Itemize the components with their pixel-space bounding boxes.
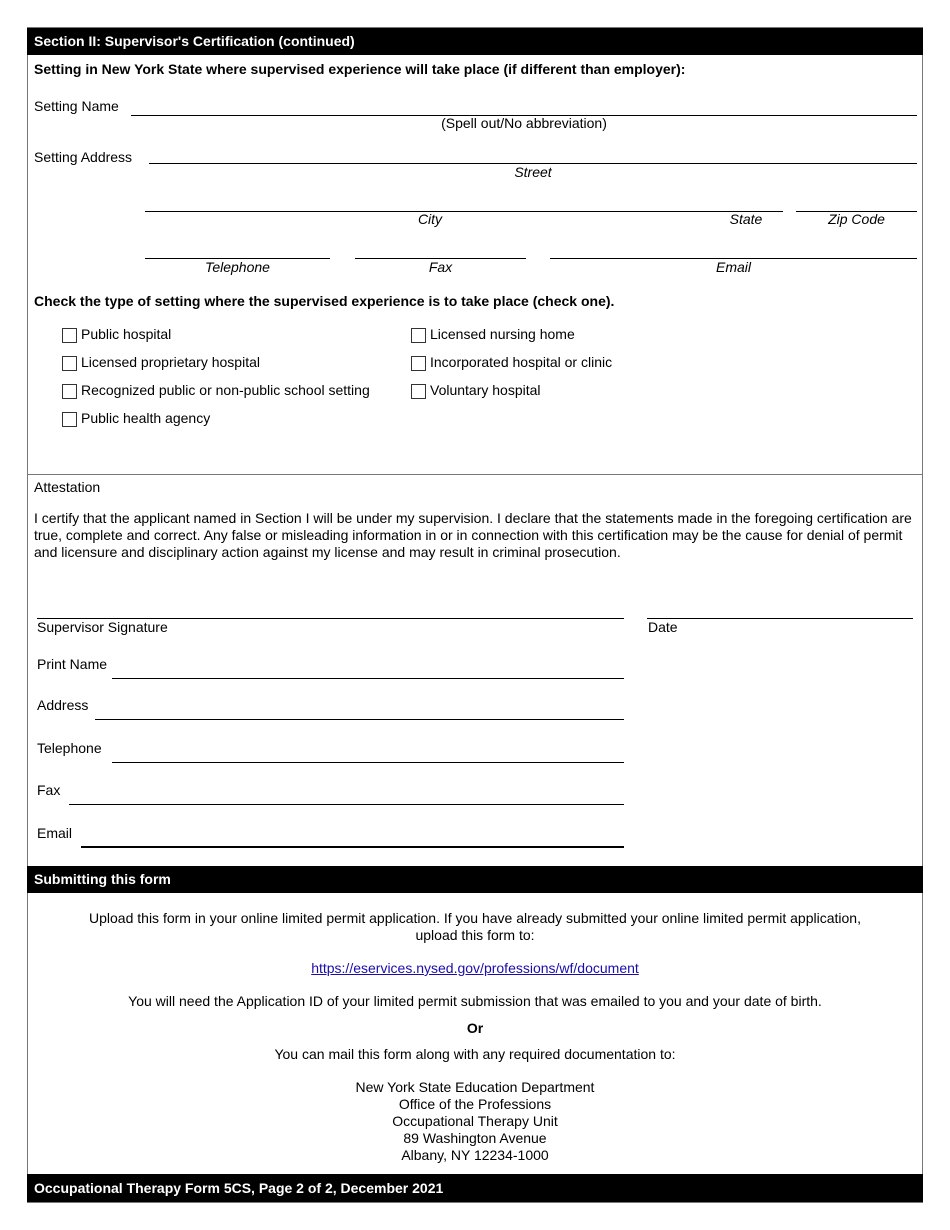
checkbox-school-setting[interactable] xyxy=(62,384,77,399)
print-name-label: Print Name xyxy=(37,656,108,672)
date-label: Date xyxy=(648,619,678,635)
mailing-address xyxy=(27,1079,923,1164)
supervisor-email-field[interactable] xyxy=(81,846,624,848)
mailing-address-line: Occupational Therapy Unit xyxy=(392,1113,558,1129)
mailing-address-line: 89 Washington Avenue xyxy=(403,1130,547,1146)
label-voluntary-hospital: Voluntary hospital xyxy=(430,382,541,398)
footer-bar xyxy=(27,1174,923,1202)
label-public-hospital: Public hospital xyxy=(81,326,172,342)
checkbox-voluntary-hospital[interactable] xyxy=(411,384,426,399)
mailing-address-line: New York State Education Department xyxy=(355,1079,595,1095)
date-field[interactable] xyxy=(647,618,913,619)
supervisor-telephone-field[interactable] xyxy=(112,762,624,763)
label-licensed-proprietary-hospital: Licensed proprietary hospital xyxy=(81,354,260,370)
city-caption: City xyxy=(417,211,443,227)
supervisor-signature-label: Supervisor Signature xyxy=(37,619,168,635)
mailing-address-line: Albany, NY 12234-1000 xyxy=(401,1147,549,1163)
checkbox-public-health-agency[interactable] xyxy=(62,412,77,427)
section-header xyxy=(27,28,923,55)
supervisor-telephone-label: Telephone xyxy=(37,740,102,756)
supervisor-fax-label: Fax xyxy=(37,782,61,798)
setting-address-label: Setting Address xyxy=(34,149,133,165)
address-field[interactable] xyxy=(95,719,624,720)
check-type-prompt: Check the type of setting where the supervised experience is to take place (check one). xyxy=(34,293,615,309)
section-divider xyxy=(27,474,923,475)
checkbox-licensed-nursing-home[interactable] xyxy=(411,328,426,343)
supervisor-email-label: Email xyxy=(37,825,73,841)
or-text: Or xyxy=(466,1020,484,1036)
submitting-header xyxy=(27,866,923,893)
application-id-text: You will need the Application ID of your limited permit submission that was emailed to you and your date of birth. xyxy=(128,993,822,1009)
label-public-health-agency: Public health agency xyxy=(81,410,211,426)
setting-name-label: Setting Name xyxy=(34,98,119,114)
label-licensed-nursing-home: Licensed nursing home xyxy=(430,326,575,342)
email-caption: Email xyxy=(715,259,751,275)
setting-intro: Setting in New York State where supervised experience will take place (if different than employer): xyxy=(34,61,686,77)
zip-code-caption: Zip Code xyxy=(828,211,885,227)
checkbox-licensed-proprietary-hospital[interactable] xyxy=(62,356,77,371)
setting-name-note: (Spell out/No abbreviation) xyxy=(441,115,607,131)
checkbox-incorporated-hospital[interactable] xyxy=(411,356,426,371)
submitting-header-text: Submitting this form xyxy=(34,871,171,887)
upload-url-link[interactable]: https://eservices.nysed.gov/professions/wf/document xyxy=(311,960,639,976)
section-header-text: Section II: Supervisor's Certification (continued) xyxy=(34,33,355,49)
attestation-text: I certify that the applicant named in Section I will be under my supervision. I declare that the statements made in the foregoing certification are true, complete and correct. Any false or misleading information in or in connection with this certification may be the cause for denial of permit and licensure and disciplinary action against my license and may result in criminal prosecution. xyxy=(34,510,912,560)
checkbox-public-hospital[interactable] xyxy=(62,328,77,343)
address-label: Address xyxy=(37,697,89,713)
telephone-caption: Telephone xyxy=(205,259,270,275)
mail-instructions: You can mail this form along with any required documentation to: xyxy=(274,1046,676,1062)
fax-caption: Fax xyxy=(428,259,453,275)
label-incorporated-hospital: Incorporated hospital or clinic xyxy=(430,354,613,370)
print-name-field[interactable] xyxy=(112,678,624,679)
street-caption: Street xyxy=(514,164,552,180)
attestation-title: Attestation xyxy=(34,479,101,495)
footer-text: Occupational Therapy Form 5CS, Page 2 of 2, December 2021 xyxy=(34,1180,444,1196)
mailing-address-line: Office of the Professions xyxy=(398,1096,552,1112)
supervisor-fax-field[interactable] xyxy=(69,804,624,805)
label-school-setting: Recognized public or non-public school setting xyxy=(81,382,370,398)
upload-link-wrap xyxy=(27,960,923,976)
state-caption: State xyxy=(729,211,763,227)
upload-instructions: Upload this form in your online limited permit application. If you have already submitted your online limited permit application, upload this form to: xyxy=(89,910,861,943)
